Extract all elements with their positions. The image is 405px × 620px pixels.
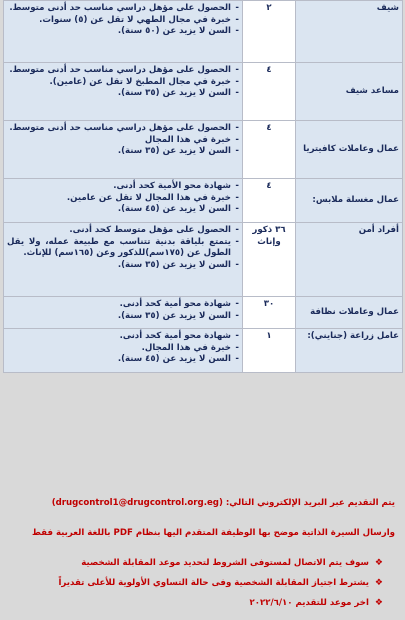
requirement-item: - خبرة في هذا المجال لا تقل عن عامين.	[7, 193, 239, 205]
job-title: عمال وعاملات كافيتريا	[296, 121, 403, 179]
table-row	[4, 121, 403, 179]
jobs-table	[3, 0, 403, 373]
job-requirements	[4, 1, 243, 63]
diamond-bullet-icon: ❖	[374, 598, 383, 608]
table-row	[4, 297, 403, 329]
table-row	[4, 63, 403, 121]
requirement-item: - السن لا يزيد عن (٤٥ سنة).	[7, 354, 239, 366]
requirement-item: - السن لا يزيد عن (٣٥ سنة).	[7, 88, 239, 100]
job-requirements	[4, 179, 243, 223]
diamond-bullet-icon: ❖	[374, 578, 383, 588]
cv-instruction: وارسال السيرة الذاتية موضح بها الوظيفة المتقدم اليها بنظام PDF باللغة العربية فقط	[31, 528, 395, 538]
requirement-item: - السن لا يزيد عن (٣٥ سنة).	[7, 146, 239, 158]
requirement-item: - الحصول على مؤهل متوسط كحد أدنى.	[7, 225, 239, 237]
job-count: ٣٦ ذكور وإناث	[243, 223, 296, 297]
requirement-item: - الحصول على مؤهل دراسي مناسب حد أدنى متوسط.	[7, 123, 239, 135]
requirement-item: - السن لا يزيد عن (٤٥ سنة).	[7, 204, 239, 216]
job-requirements	[4, 121, 243, 179]
table-row	[4, 179, 403, 223]
requirement-item: - الحصول على مؤهل دراسي مناسب حد أدنى متوسط.	[7, 65, 239, 77]
job-requirements	[4, 63, 243, 121]
job-count: ٤	[243, 63, 296, 121]
requirement-item: - شهادة محو أمية كحد أدنى.	[7, 299, 239, 311]
job-title: مساعد شيف	[296, 63, 403, 121]
requirement-item: - خبرة في هذا المجال	[7, 135, 239, 147]
requirement-item: - السن لا يزيد عن (٣٥ سنة).	[7, 260, 239, 272]
requirement-item: - السن لا يزيد عن (٥٠ سنة).	[7, 26, 239, 38]
job-count: ٤	[243, 121, 296, 179]
job-title: عمال وعاملات نظافة	[296, 297, 403, 329]
job-title: أفراد أمن	[296, 223, 403, 297]
job-title: عمال مغسلة ملابس:	[296, 179, 403, 223]
job-count: ١	[243, 329, 296, 373]
requirement-item: - خبرة في مجال الطهي لا تقل عن (٥) سنوات.	[7, 15, 239, 27]
job-title: شيف	[296, 1, 403, 63]
job-count: ٢	[243, 1, 296, 63]
requirement-item: - السن لا يزيد عن (٣٥ سنة).	[7, 311, 239, 323]
job-requirements	[4, 297, 243, 329]
requirement-item: - خبرة في هذا المجال.	[7, 343, 239, 355]
note-text: اخر موعد للتقديم ٢٠٢٢/٦/١٠	[249, 598, 369, 608]
email-instruction: يتم التقديم عبر البريد الإلكتروني التالي: (drugcontrol1@drugcontrol.org.eg)	[51, 498, 395, 508]
job-count: ٤	[243, 179, 296, 223]
job-count: ٣٠	[243, 297, 296, 329]
table-row	[4, 1, 403, 63]
table-row	[4, 329, 403, 373]
requirement-item: - الحصول على مؤهل دراسي مناسب حد أدنى متوسط.	[7, 3, 239, 15]
note-text: سوف يتم الاتصال لمستوفى الشروط لتحديد موعد المقابلة الشخصية	[81, 558, 369, 568]
requirement-item: - خبرة في مجال المطبخ لا تقل عن (عامين).	[7, 77, 239, 89]
note-bullet	[58, 578, 383, 588]
table-row	[4, 223, 403, 297]
note-text: يشترط اجتياز المقابلة الشخصية وفى حالة التساوي الأولوية للأعلى تقديراً	[58, 578, 369, 588]
job-requirements	[4, 329, 243, 373]
requirement-item: - شهادة محو أمية كحد أدنى.	[7, 331, 239, 343]
note-bullet	[250, 598, 383, 608]
note-bullet	[81, 558, 383, 568]
requirement-item: - يتمتع بلياقة بدنية تتناسب مع طبيعة عمله، ولا يقل الطول عن (١٧٥سم)للذكور وعن (١٦٥سم) للإناث.	[7, 237, 239, 260]
job-title: عامل زراعة (جنايني):	[296, 329, 403, 373]
diamond-bullet-icon: ❖	[374, 558, 383, 568]
requirement-item: - شهادة محو الأمية كحد أدنى.	[7, 181, 239, 193]
job-requirements	[4, 223, 243, 297]
